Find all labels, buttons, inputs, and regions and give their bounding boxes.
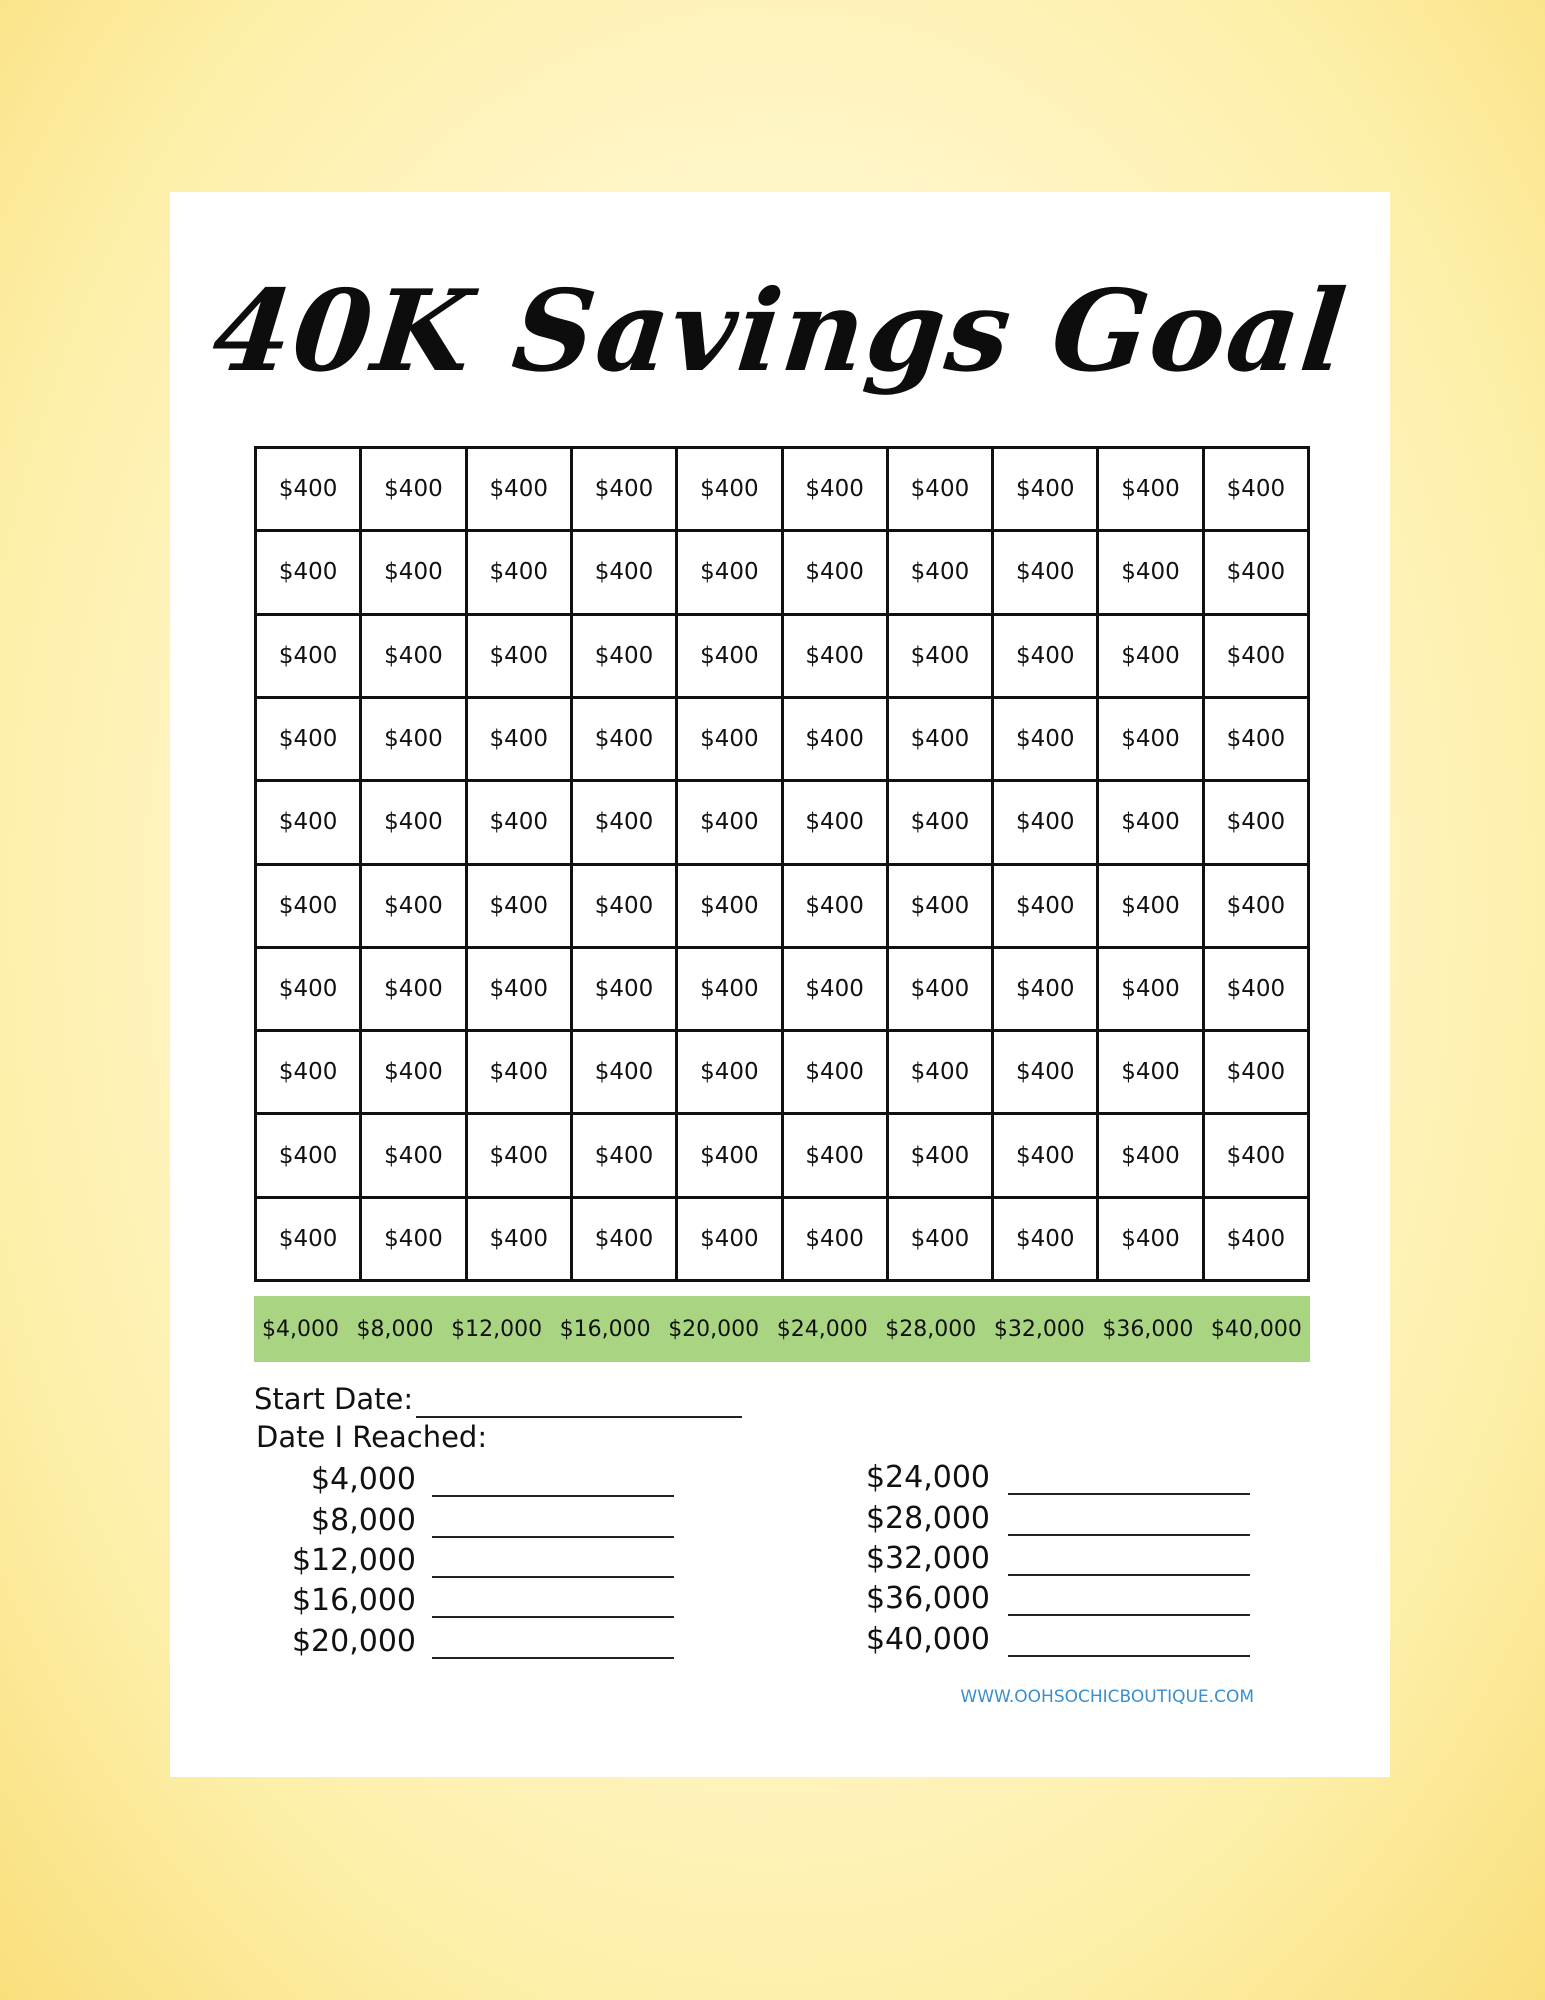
savings-cell[interactable]: $400 (573, 1032, 678, 1115)
savings-cell[interactable]: $400 (468, 1115, 573, 1198)
savings-cell[interactable]: $400 (678, 1032, 783, 1115)
savings-cell[interactable]: $400 (362, 949, 467, 1032)
savings-cell[interactable]: $400 (784, 949, 889, 1032)
reached-amount: $20,000 (291, 1624, 416, 1659)
savings-cell[interactable]: $400 (1099, 699, 1204, 782)
milestone-amount: $4,000 (262, 1316, 339, 1342)
savings-cell[interactable]: $400 (573, 1115, 678, 1198)
savings-cell[interactable]: $400 (1205, 699, 1310, 782)
savings-cell[interactable]: $400 (362, 866, 467, 949)
savings-cell[interactable]: $400 (573, 782, 678, 865)
savings-cell[interactable]: $400 (1205, 1032, 1310, 1115)
savings-cell[interactable]: $400 (678, 782, 783, 865)
savings-cell[interactable]: $400 (994, 1032, 1099, 1115)
reached-amount: $28,000 (865, 1501, 990, 1536)
savings-cell[interactable]: $400 (257, 1199, 362, 1282)
savings-cell[interactable]: $400 (784, 1199, 889, 1282)
start-date-label: Start Date: (254, 1382, 414, 1416)
savings-cell[interactable]: $400 (889, 616, 994, 699)
savings-cell[interactable]: $400 (468, 782, 573, 865)
savings-cell[interactable]: $400 (889, 1115, 994, 1198)
savings-cell[interactable]: $400 (1205, 949, 1310, 1032)
reached-amount: $8,000 (311, 1503, 416, 1538)
savings-cell[interactable]: $400 (573, 616, 678, 699)
reached-date-line[interactable] (1008, 1534, 1250, 1536)
savings-cell[interactable]: $400 (678, 949, 783, 1032)
reached-date-line[interactable] (432, 1576, 674, 1578)
savings-cell[interactable]: $400 (889, 949, 994, 1032)
savings-cell[interactable]: $400 (889, 1199, 994, 1282)
savings-cell[interactable]: $400 (994, 1115, 1099, 1198)
milestone-band (254, 1296, 1310, 1362)
savings-cell[interactable]: $400 (889, 1032, 994, 1115)
savings-cell[interactable]: $400 (678, 532, 783, 615)
savings-cell[interactable]: $400 (1099, 1199, 1204, 1282)
savings-cell[interactable]: $400 (994, 532, 1099, 615)
savings-cell[interactable]: $400 (1205, 1115, 1310, 1198)
savings-cell[interactable]: $400 (573, 532, 678, 615)
website-link[interactable]: WWW.OOHSOCHICBOUTIQUE.COM (960, 1687, 1254, 1707)
savings-cell[interactable]: $400 (573, 699, 678, 782)
savings-cell[interactable]: $400 (573, 1199, 678, 1282)
savings-cell[interactable]: $400 (678, 699, 783, 782)
savings-cell[interactable]: $400 (889, 532, 994, 615)
milestone-amount: $24,000 (776, 1316, 868, 1342)
savings-cell[interactable]: $400 (784, 1032, 889, 1115)
reached-date-line[interactable] (432, 1657, 674, 1659)
milestone-amount: $20,000 (668, 1316, 760, 1342)
savings-cell[interactable]: $400 (678, 1115, 783, 1198)
savings-cell[interactable]: $400 (257, 782, 362, 865)
savings-cell[interactable]: $400 (468, 532, 573, 615)
reached-date-line[interactable] (432, 1495, 674, 1497)
milestone-amount: $12,000 (451, 1316, 543, 1342)
savings-cell[interactable]: $400 (1099, 866, 1204, 949)
savings-cell[interactable]: $400 (994, 782, 1099, 865)
reached-date-line[interactable] (1008, 1614, 1250, 1616)
savings-cell[interactable]: $400 (1205, 532, 1310, 615)
reached-date-line[interactable] (432, 1616, 674, 1618)
reached-date-line[interactable] (1008, 1574, 1250, 1576)
savings-cell[interactable]: $400 (994, 449, 1099, 532)
savings-cell[interactable]: $400 (889, 866, 994, 949)
savings-cell[interactable]: $400 (889, 449, 994, 532)
savings-cell[interactable]: $400 (994, 616, 1099, 699)
savings-cell[interactable]: $400 (257, 449, 362, 532)
reached-amount: $16,000 (291, 1583, 416, 1618)
savings-cell[interactable]: $400 (257, 949, 362, 1032)
reached-date-line[interactable] (1008, 1655, 1250, 1657)
savings-cell[interactable]: $400 (678, 866, 783, 949)
start-date-line[interactable] (416, 1416, 742, 1418)
savings-cell[interactable]: $400 (362, 616, 467, 699)
savings-cell[interactable]: $400 (468, 699, 573, 782)
reached-amount: $32,000 (865, 1541, 990, 1576)
savings-cell[interactable]: $400 (573, 866, 678, 949)
savings-cell[interactable]: $400 (257, 1032, 362, 1115)
savings-cell[interactable]: $400 (468, 866, 573, 949)
savings-cell[interactable]: $400 (994, 866, 1099, 949)
reached-amount: $36,000 (865, 1581, 990, 1616)
reached-amount: $24,000 (865, 1460, 990, 1495)
savings-grid (254, 446, 1310, 1282)
savings-cell[interactable]: $400 (1205, 449, 1310, 532)
savings-cell[interactable]: $400 (784, 699, 889, 782)
milestone-amount: $36,000 (1102, 1316, 1194, 1342)
savings-cell[interactable]: $400 (1099, 949, 1204, 1032)
savings-cell[interactable]: $400 (1205, 616, 1310, 699)
savings-cell[interactable]: $400 (257, 699, 362, 782)
savings-cell[interactable]: $400 (994, 699, 1099, 782)
savings-cell[interactable]: $400 (994, 1199, 1099, 1282)
milestone-amount: $16,000 (559, 1316, 651, 1342)
savings-cell[interactable]: $400 (468, 1199, 573, 1282)
savings-cell[interactable]: $400 (362, 449, 467, 532)
savings-cell[interactable]: $400 (468, 949, 573, 1032)
savings-cell[interactable]: $400 (889, 782, 994, 865)
savings-cell[interactable]: $400 (362, 532, 467, 615)
reached-date-line[interactable] (432, 1536, 674, 1538)
reached-amount: $4,000 (311, 1462, 416, 1497)
savings-cell[interactable]: $400 (468, 1032, 573, 1115)
reached-amount: $40,000 (865, 1622, 990, 1657)
savings-cell[interactable]: $400 (1099, 616, 1204, 699)
savings-cell[interactable]: $400 (573, 449, 678, 532)
savings-cell[interactable]: $400 (678, 1199, 783, 1282)
savings-cell[interactable]: $400 (257, 532, 362, 615)
savings-cell[interactable]: $400 (784, 782, 889, 865)
savings-cell[interactable]: $400 (468, 449, 573, 532)
savings-cell[interactable]: $400 (1205, 866, 1310, 949)
savings-cell[interactable]: $400 (1099, 1032, 1204, 1115)
savings-cell[interactable]: $400 (1205, 782, 1310, 865)
savings-cell[interactable]: $400 (784, 866, 889, 949)
savings-cell[interactable]: $400 (1099, 1115, 1204, 1198)
savings-cell[interactable]: $400 (362, 782, 467, 865)
milestone-amount: $40,000 (1210, 1316, 1302, 1342)
savings-cell[interactable]: $400 (468, 616, 573, 699)
reached-date-line[interactable] (1008, 1493, 1250, 1495)
savings-cell[interactable]: $400 (889, 699, 994, 782)
savings-cell[interactable]: $400 (678, 449, 783, 532)
milestone-amount: $32,000 (993, 1316, 1085, 1342)
savings-cell[interactable]: $400 (1099, 532, 1204, 615)
milestone-amount: $8,000 (356, 1316, 434, 1342)
milestone-amount: $28,000 (885, 1316, 977, 1342)
date-reached-label: Date I Reached: (256, 1420, 488, 1454)
savings-cell[interactable]: $400 (362, 699, 467, 782)
savings-cell[interactable]: $400 (784, 1115, 889, 1198)
savings-cell[interactable]: $400 (257, 1115, 362, 1198)
savings-cell[interactable]: $400 (362, 1199, 467, 1282)
reached-amount: $12,000 (291, 1543, 416, 1578)
savings-cell[interactable]: $400 (784, 616, 889, 699)
savings-cell[interactable]: $400 (678, 616, 783, 699)
savings-cell[interactable]: $400 (1099, 449, 1204, 532)
savings-cell[interactable]: $400 (362, 1032, 467, 1115)
savings-cell[interactable]: $400 (784, 532, 889, 615)
savings-cell[interactable]: $400 (994, 949, 1099, 1032)
savings-cell[interactable]: $400 (362, 1115, 467, 1198)
savings-cell[interactable]: $400 (257, 616, 362, 699)
savings-cell[interactable]: $400 (784, 449, 889, 532)
printable-sheet (170, 192, 1390, 1777)
savings-cell[interactable]: $400 (1205, 1199, 1310, 1282)
page-title: 40K Savings Goal (206, 266, 1354, 397)
savings-cell[interactable]: $400 (573, 949, 678, 1032)
savings-cell[interactable]: $400 (257, 866, 362, 949)
savings-cell[interactable]: $400 (1099, 782, 1204, 865)
